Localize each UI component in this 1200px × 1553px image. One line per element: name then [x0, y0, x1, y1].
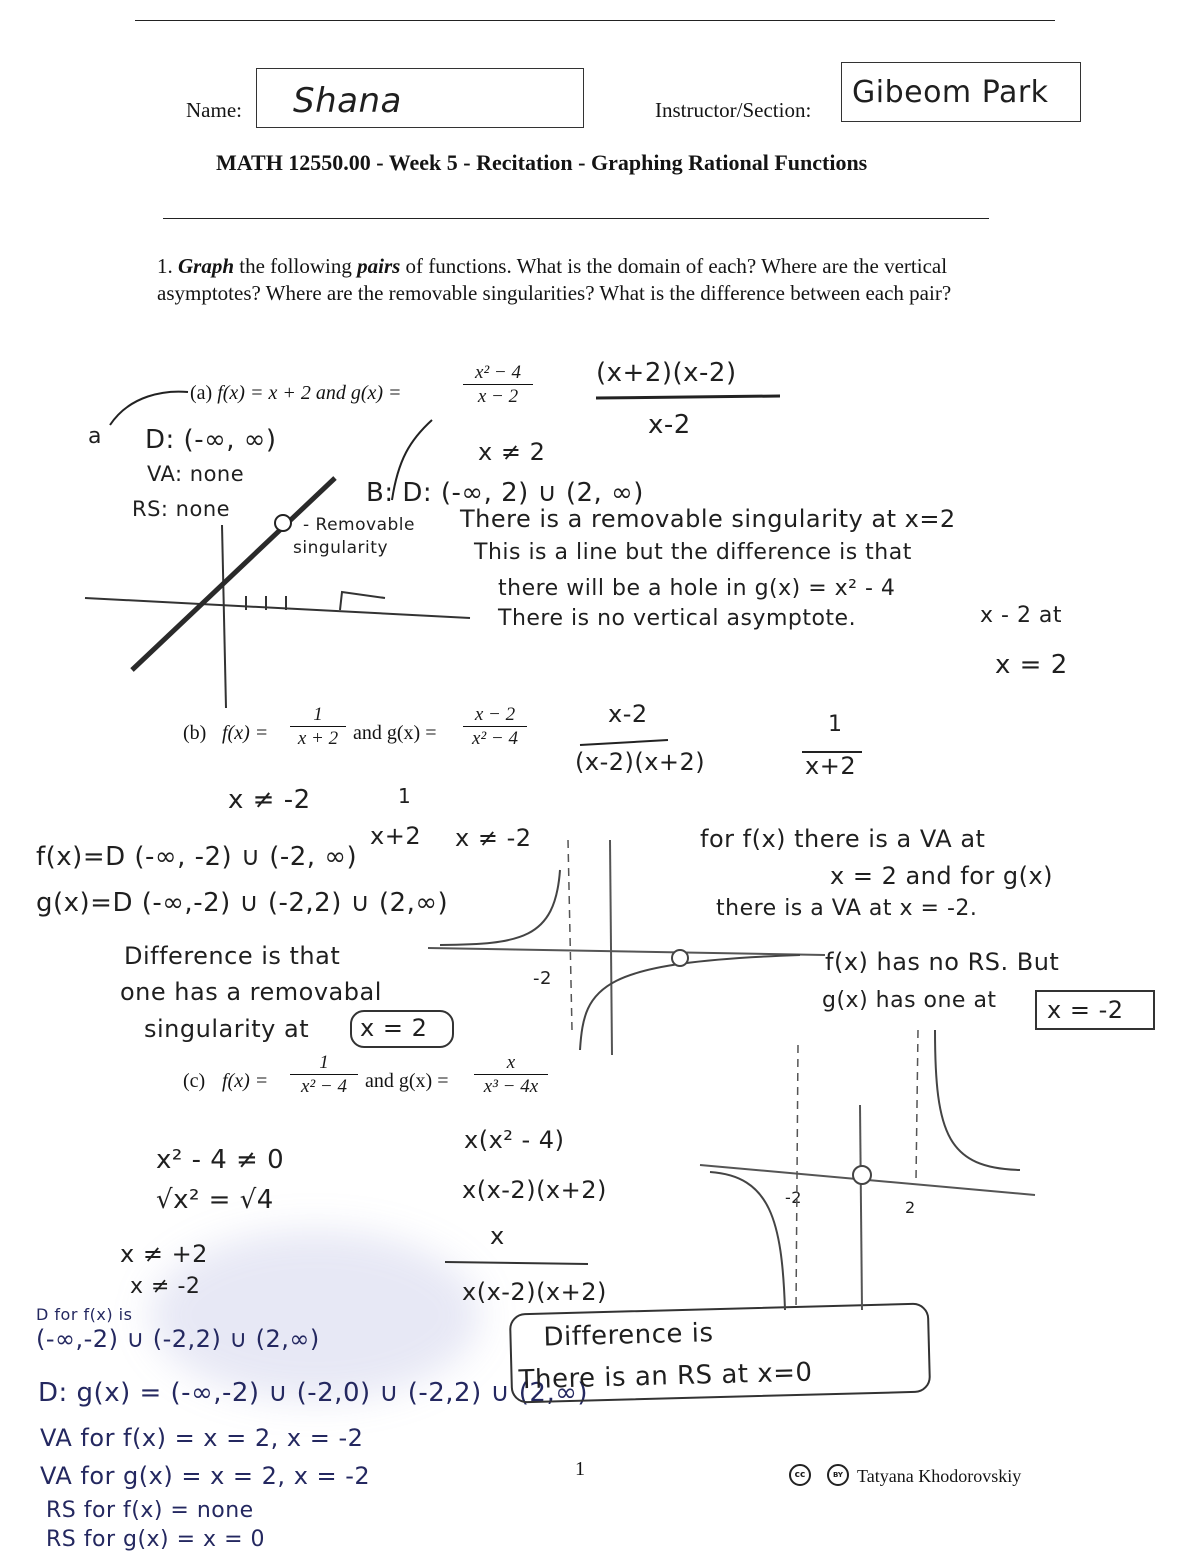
b-right-2: x = 2 and for g(x): [830, 862, 1054, 890]
a-graph-x-axis: [85, 598, 470, 618]
c-graph-y-axis: [860, 1105, 862, 1310]
c-work-1: x² - 4 ≠ 0: [156, 1145, 285, 1175]
b-graph-curve-left: [440, 870, 560, 945]
b-difference-box-text: x = 2: [360, 1014, 428, 1042]
b-right-4: f(x) has no RS. But: [825, 948, 1060, 976]
part-c-f-denominator: x² − 4: [290, 1074, 358, 1098]
c-graph-va-left: [796, 1045, 798, 1310]
part-c-f-numerator: 1: [319, 1052, 329, 1073]
a-hole-note-1: - Removable: [303, 515, 415, 535]
a-mini-flag: [340, 592, 385, 610]
a-graph-line: [132, 478, 335, 670]
author-credit: Tatyana Khodorovskiy: [857, 1466, 1022, 1486]
b-right-box-text: x = -2: [1047, 996, 1124, 1024]
part-c-label: (c): [183, 1070, 206, 1092]
c-rs-g: RS for g(x) = x = 0: [46, 1527, 265, 1552]
b-graph-tick-label: -2: [533, 968, 552, 989]
b-simplified-numerator: 1: [828, 712, 843, 737]
a-marker: a: [88, 424, 102, 449]
question-pairs-word: pairs: [357, 254, 401, 278]
c-g-work-3: x: [490, 1222, 505, 1250]
a-factor-numerator: (x+2)(x-2): [596, 358, 737, 388]
a-explain-4: There is no vertical asymptote.: [498, 606, 857, 631]
a-domain-f: D: (-∞, ∞): [145, 425, 277, 455]
c-graph-curve-right: [935, 1030, 1020, 1170]
b-difference-2: one has a removabal: [120, 978, 382, 1006]
part-b-f-numerator: 1: [313, 704, 323, 725]
c-graph-hole: [853, 1166, 871, 1184]
a-graph-hole: [275, 515, 291, 531]
part-b-label: (b): [183, 722, 207, 744]
part-c-g-numerator: x: [506, 1052, 516, 1073]
c-difference-2: There is an RS at x=0: [518, 1357, 813, 1396]
c-work-2: √x² = √4: [156, 1185, 274, 1215]
b-graph-y-axis: [610, 840, 612, 1055]
part-c-f-prefix: f(x) =: [222, 1070, 269, 1092]
a-explain-3b: x - 2 at: [980, 603, 1063, 628]
attribution-icon: BY: [827, 1464, 849, 1486]
part-a-label: (a): [190, 382, 213, 404]
b-right-3: there is a VA at x = -2.: [716, 896, 978, 921]
b-graph-x-axis: [428, 948, 825, 955]
b-right-1: for f(x) there is a VA at: [700, 825, 986, 853]
c-work-3: x ≠ +2: [120, 1240, 208, 1268]
c-g-work-4: x(x-2)(x+2): [462, 1278, 607, 1306]
b-graph-curve-right: [580, 955, 800, 1050]
c-domain-g: D: g(x) = (-∞,-2) ∪ (-2,0) ∪ (-2,2) ∪ (2,∞): [38, 1378, 589, 1408]
question-graph-word: Graph: [178, 254, 235, 278]
b-difference-3: singularity at: [144, 1015, 310, 1043]
page-number: 1: [575, 1458, 585, 1480]
c-va-g: VA for g(x) = x = 2, x = -2: [40, 1462, 371, 1490]
part-a-g-numerator: x² − 4: [475, 362, 521, 383]
b-domain-f: f(x)=D (-∞, -2) ∪ (-2, ∞): [36, 842, 358, 872]
worksheet-title: MATH 12550.00 - Week 5 - Recitation - Graphing Rational Functions: [216, 150, 868, 175]
b-right-5: g(x) has one at: [822, 988, 997, 1013]
a-arrow-g: [392, 420, 432, 500]
a-explain-2: This is a line but the difference is that: [474, 540, 912, 565]
name-value: Shana: [293, 81, 402, 121]
b-mid-not-equal: x ≠ -2: [455, 824, 532, 852]
part-b-and-g: and g(x) =: [353, 722, 437, 744]
a-rs-f: RS: none: [132, 497, 231, 521]
c-work-4: x ≠ -2: [130, 1274, 201, 1299]
part-b-f-prefix: f(x) =: [222, 722, 269, 744]
a-x-not-equal: x ≠ 2: [478, 438, 546, 466]
c-rs-f: RS for f(x) = none: [46, 1498, 254, 1523]
b-factor-denominator: (x-2)(x+2): [575, 748, 706, 776]
part-a-g-denominator: x − 2: [463, 384, 533, 408]
c-domain-f: (-∞,-2) ∪ (-2,2) ∪ (2,∞): [36, 1325, 320, 1353]
c-difference-1: Difference is: [543, 1318, 714, 1353]
c-graph-curve-left: [710, 1172, 785, 1310]
part-b-g-denominator: x² − 4: [463, 726, 527, 750]
question-text-b: the following: [234, 254, 358, 278]
b-mid-numerator: 1: [398, 784, 412, 808]
b-domain-g: g(x)=D (-∞,-2) ∪ (-2,2) ∪ (2,∞): [36, 888, 449, 918]
a-factor-denominator: x-2: [648, 410, 691, 440]
b-factor-numerator: x-2: [608, 700, 648, 728]
b-mid-denominator: x+2: [370, 822, 422, 850]
a-cross-line: [596, 396, 780, 398]
b-simplify-bar: [580, 740, 668, 745]
name-label: Name:: [186, 98, 242, 122]
c-domain-f-label: D for f(x) is: [36, 1305, 133, 1324]
part-a-functions: f(x) = x + 2 and g(x) =: [217, 382, 402, 404]
a-hole-note-2: singularity: [293, 538, 388, 558]
b-simplified-denominator: x+2: [805, 752, 857, 780]
part-c-g-denominator: x³ − 4x: [474, 1074, 548, 1098]
instructor-value: Gibeom Park: [852, 75, 1049, 110]
a-va-f: VA: none: [147, 462, 245, 486]
a-explain-5: x = 2: [995, 650, 1068, 680]
c-graph-va-right: [916, 1030, 918, 1180]
c-va-f: VA for f(x) = x = 2, x = -2: [40, 1424, 364, 1452]
part-b-f-denominator: x + 2: [290, 726, 346, 750]
question-number: 1.: [157, 254, 173, 278]
instructor-label: Instructor/Section:: [655, 98, 812, 122]
cc-license-icon: cc: [789, 1464, 811, 1486]
b-difference-1: Difference is that: [124, 942, 341, 970]
b-graph-hole: [672, 950, 688, 966]
a-explain-1: There is a removable singularity at x=2: [460, 505, 956, 533]
c-g-work-1: x(x² - 4): [464, 1126, 565, 1154]
a-graph-y-axis: [222, 525, 226, 708]
a-arrow-f: [110, 392, 188, 425]
c-g-work-2: x(x-2)(x+2): [462, 1176, 607, 1204]
part-c-and-g: and g(x) =: [365, 1070, 449, 1092]
c-graph-tick-right: 2: [905, 1198, 916, 1217]
c-fraction-bar: [445, 1262, 588, 1264]
question-text-d: of functions. What is the domain of each? Where are the vertical asymptotes? Where are the removable singularities? What is the difference between each pair?: [157, 254, 952, 305]
b-graph-asymptote: [568, 840, 572, 1030]
b-x-not-equal: x ≠ -2: [228, 785, 311, 815]
c-graph-tick-left: -2: [785, 1188, 802, 1207]
a-explain-3: there will be a hole in g(x) = x² - 4: [498, 576, 896, 601]
a-domain-g: B: D: (-∞, 2) ∪ (2, ∞): [366, 478, 644, 508]
part-b-g-numerator: x − 2: [474, 704, 516, 725]
